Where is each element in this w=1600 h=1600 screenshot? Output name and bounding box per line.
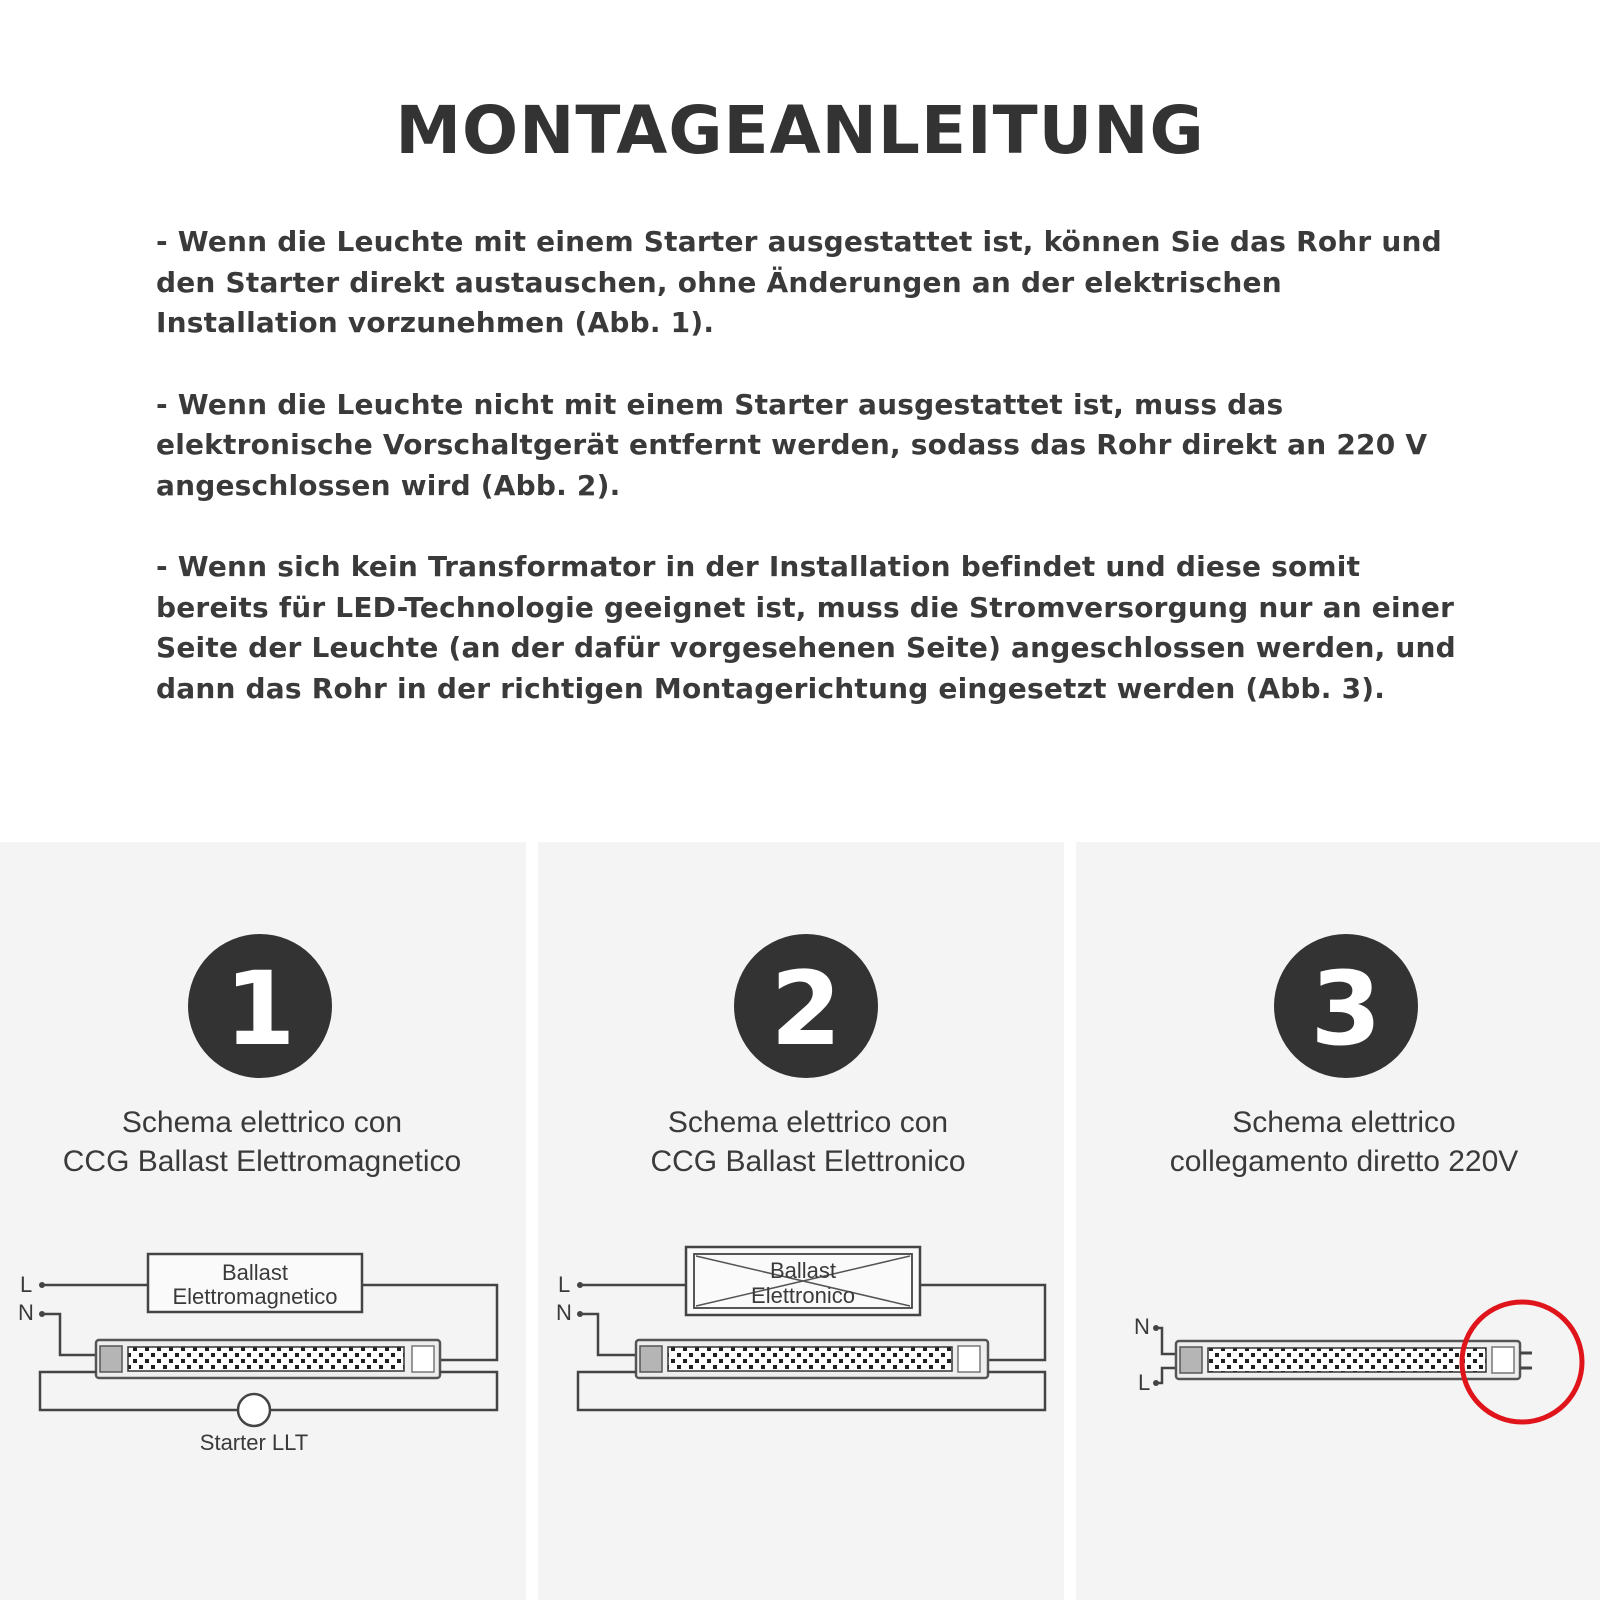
label-l-3: L <box>1138 1370 1151 1395</box>
instruction-paragraph-3: - Wenn sich kein Transformator in der Installation befindet und diese somit bereits für LED-Technologie geeignet ist, muss die Stromversorgung nur an einer Seite der Leuchte (an der dafür vorgesehenen Seite) angeschlossen werden, und dann das Rohr in der richtigen Montagerichtung eingesetzt werden (Abb. 3). <box>156 550 1456 705</box>
ballast-1-line1: Ballast <box>221 1260 289 1285</box>
number-2: 2 <box>770 950 842 1069</box>
caption-2-line1: Schema elettrico con <box>667 1106 949 1139</box>
wiring-diagram-3 <box>1134 1302 1582 1422</box>
caption-3-line1: Schema elettrico <box>1232 1106 1456 1139</box>
caption-2-line2: CCG Ballast Elettronico <box>650 1145 966 1178</box>
caption-1-line1: Schema elettrico con <box>121 1106 403 1139</box>
ballast-1-line2: Elettromagnetico <box>172 1284 338 1309</box>
starter-label-1: Starter LLT <box>199 1430 309 1455</box>
panel-fig-2 <box>538 842 1064 1600</box>
wiring-diagram-1 <box>18 1254 497 1455</box>
ballast-2-line1: Ballast <box>769 1258 837 1283</box>
caption-3-line2: collegamento diretto 220V <box>1169 1145 1519 1178</box>
instruction-paragraph-2: - Wenn die Leuchte nicht mit einem Starter ausgestattet ist, muss das elektronische Vorschaltgerät entfernt werden, sodass das Rohr direkt an 220 V angeschlossen wird (Abb. 2). <box>156 387 1428 502</box>
panel-fig-3 <box>1076 842 1600 1600</box>
wiring-diagram-2 <box>556 1247 1045 1410</box>
label-n-1: N <box>18 1300 34 1325</box>
label-n-3: N <box>1134 1314 1150 1339</box>
instruction-paragraph-1: - Wenn die Leuchte mit einem Starter ausgestattet ist, können Sie das Rohr und den Starter direkt austauschen, ohne Änderungen an der elektrischen Installation vorzunehmen (Abb. 1). <box>156 225 1442 339</box>
page-title: MONTAGEANLEITUNG <box>395 92 1205 169</box>
starter-1 <box>238 1394 270 1426</box>
label-n-2: N <box>556 1300 572 1325</box>
label-l-2: L <box>558 1272 571 1297</box>
diagram-panels <box>0 842 1600 1600</box>
instructions <box>156 222 1466 750</box>
caption-1-line2: CCG Ballast Elettromagnetico <box>62 1145 462 1178</box>
label-l-1: L <box>20 1272 33 1297</box>
panel-fig-1 <box>0 842 526 1600</box>
number-1: 1 <box>224 950 296 1069</box>
number-3: 3 <box>1310 950 1382 1069</box>
ballast-2-line2: Elettronico <box>751 1283 855 1308</box>
